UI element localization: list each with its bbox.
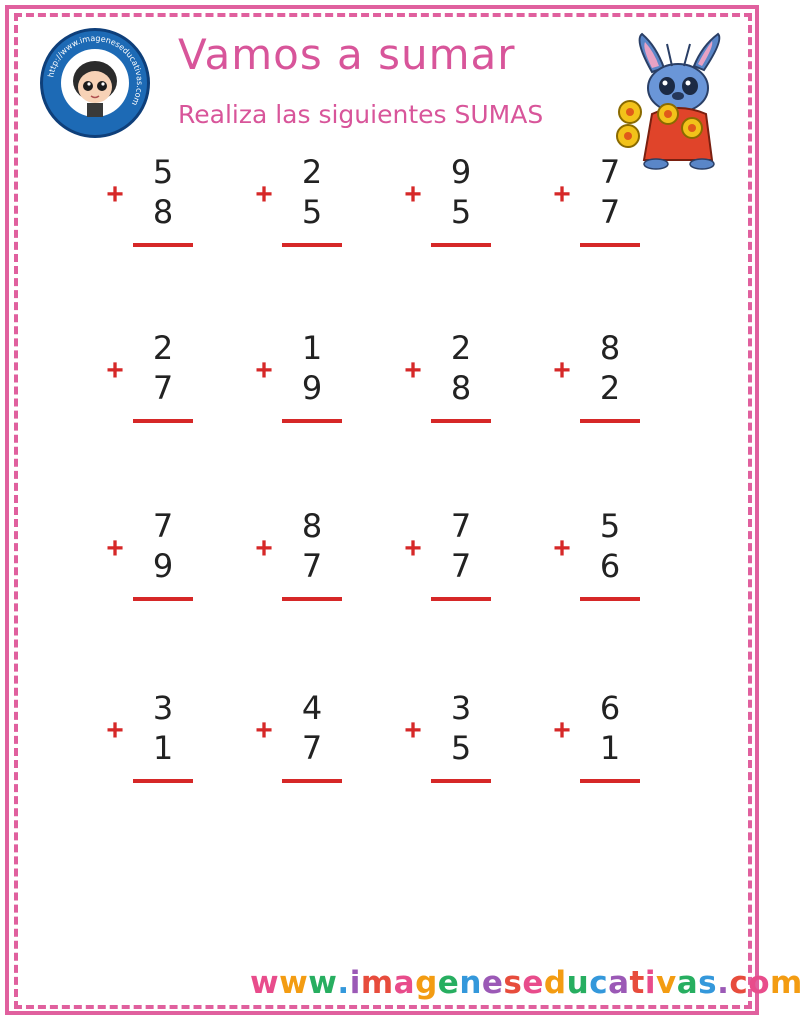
bottom-addend: 1 bbox=[599, 729, 621, 767]
top-addend: 6 bbox=[599, 689, 621, 727]
problem-7 bbox=[401, 329, 511, 436]
plus-sign: + bbox=[404, 354, 422, 387]
bottom-addend: 6 bbox=[599, 547, 621, 585]
problem-2 bbox=[252, 153, 362, 260]
plus-sign: + bbox=[106, 532, 124, 565]
bottom-addend: 8 bbox=[450, 369, 472, 407]
problem-1 bbox=[103, 153, 213, 260]
bottom-addend: 7 bbox=[301, 547, 323, 585]
plus-sign: + bbox=[255, 714, 273, 747]
bottom-addend: 1 bbox=[152, 729, 174, 767]
footer-url-char: a bbox=[676, 965, 699, 1001]
top-addend: 2 bbox=[301, 153, 323, 191]
top-addend: 7 bbox=[450, 507, 472, 545]
plus-sign: + bbox=[404, 714, 422, 747]
footer-url-char: s bbox=[698, 965, 718, 1001]
plus-sign: + bbox=[553, 714, 571, 747]
problem-10 bbox=[252, 507, 362, 614]
plus-sign: + bbox=[255, 532, 273, 565]
bottom-addend: 7 bbox=[450, 547, 472, 585]
top-addend: 4 bbox=[301, 689, 323, 727]
answer-line[interactable] bbox=[431, 419, 491, 423]
footer-url-char: v bbox=[655, 965, 677, 1001]
footer-url-char: e bbox=[437, 965, 460, 1001]
logo-ring-text: http://www.imageneseducativas.com bbox=[46, 33, 145, 107]
footer-url-char: c bbox=[729, 965, 749, 1001]
footer-url-char: c bbox=[589, 965, 609, 1001]
answer-line[interactable] bbox=[580, 243, 640, 247]
plus-sign: + bbox=[106, 714, 124, 747]
top-addend: 3 bbox=[152, 689, 174, 727]
bottom-addend: 7 bbox=[301, 729, 323, 767]
answer-line[interactable] bbox=[133, 419, 193, 423]
top-addend: 5 bbox=[599, 507, 621, 545]
answer-line[interactable] bbox=[431, 597, 491, 601]
footer-url-char: . bbox=[717, 965, 730, 1001]
answer-line[interactable] bbox=[133, 779, 193, 783]
footer-url-char: a bbox=[393, 965, 416, 1001]
footer-url-char: s bbox=[503, 965, 523, 1001]
answer-line[interactable] bbox=[580, 597, 640, 601]
footer-url-char: d bbox=[543, 965, 567, 1001]
plus-sign: + bbox=[106, 178, 124, 211]
problem-4 bbox=[550, 153, 660, 260]
answer-line[interactable] bbox=[431, 243, 491, 247]
problem-6 bbox=[252, 329, 362, 436]
plus-sign: + bbox=[553, 532, 571, 565]
footer-url-char: w bbox=[250, 965, 280, 1001]
problem-11 bbox=[401, 507, 511, 614]
footer-url-char: o bbox=[748, 965, 771, 1001]
plus-sign: + bbox=[255, 354, 273, 387]
answer-line[interactable] bbox=[580, 419, 640, 423]
plus-sign: + bbox=[404, 178, 422, 211]
bottom-addend: 2 bbox=[599, 369, 621, 407]
plus-sign: + bbox=[404, 532, 422, 565]
bottom-addend: 7 bbox=[599, 193, 621, 231]
footer-url-char: n bbox=[459, 965, 482, 1001]
footer-url-char: i bbox=[644, 965, 656, 1001]
answer-line[interactable] bbox=[282, 419, 342, 423]
footer-url-char: e bbox=[522, 965, 544, 1001]
top-addend: 9 bbox=[450, 153, 472, 191]
footer-url-char: m bbox=[360, 965, 394, 1001]
top-addend: 1 bbox=[301, 329, 323, 367]
footer-url-char: e bbox=[481, 965, 504, 1001]
plus-sign: + bbox=[553, 354, 571, 387]
bottom-addend: 9 bbox=[152, 547, 174, 585]
bottom-addend: 5 bbox=[301, 193, 323, 231]
top-addend: 2 bbox=[450, 329, 472, 367]
answer-line[interactable] bbox=[282, 779, 342, 783]
bottom-addend: 5 bbox=[450, 193, 472, 231]
footer-website-url[interactable] bbox=[250, 965, 803, 1009]
problem-5 bbox=[103, 329, 213, 436]
bottom-addend: 9 bbox=[301, 369, 323, 407]
footer-url-char: g bbox=[415, 965, 438, 1001]
top-addend: 7 bbox=[152, 507, 174, 545]
problem-16 bbox=[550, 689, 660, 796]
plus-sign: + bbox=[553, 178, 571, 211]
footer-url-char: a bbox=[608, 965, 630, 1001]
answer-line[interactable] bbox=[133, 243, 193, 247]
mascot-illustration-icon bbox=[612, 32, 742, 172]
problem-15 bbox=[401, 689, 511, 796]
page-title: Vamos a sumar bbox=[178, 30, 516, 79]
bottom-addend: 5 bbox=[450, 729, 472, 767]
top-addend: 3 bbox=[450, 689, 472, 727]
problem-8 bbox=[550, 329, 660, 436]
problem-12 bbox=[550, 507, 660, 614]
logo-badge-icon bbox=[40, 28, 150, 138]
answer-line[interactable] bbox=[282, 243, 342, 247]
bottom-addend: 8 bbox=[152, 193, 174, 231]
footer-url-char: m bbox=[770, 965, 803, 1001]
answer-line[interactable] bbox=[580, 779, 640, 783]
footer-url-char: i bbox=[349, 965, 361, 1001]
plus-sign: + bbox=[106, 354, 124, 387]
page-subtitle: Realiza las siguientes SUMAS bbox=[178, 100, 544, 129]
problem-13 bbox=[103, 689, 213, 796]
footer-url-char: w bbox=[308, 965, 338, 1001]
plus-sign: + bbox=[255, 178, 273, 211]
bottom-addend: 7 bbox=[152, 369, 174, 407]
footer-url-char: t bbox=[629, 965, 645, 1001]
top-addend: 2 bbox=[152, 329, 174, 367]
top-addend: 8 bbox=[301, 507, 323, 545]
top-addend: 8 bbox=[599, 329, 621, 367]
top-addend: 5 bbox=[152, 153, 174, 191]
answer-line[interactable] bbox=[431, 779, 491, 783]
problem-9 bbox=[103, 507, 213, 614]
top-addend: 7 bbox=[599, 153, 621, 191]
footer-url-char: . bbox=[337, 965, 350, 1001]
footer-url-char: u bbox=[566, 965, 590, 1001]
problem-3 bbox=[401, 153, 511, 260]
problem-14 bbox=[252, 689, 362, 796]
footer-url-char: w bbox=[279, 965, 309, 1001]
answer-line[interactable] bbox=[133, 597, 193, 601]
answer-line[interactable] bbox=[282, 597, 342, 601]
